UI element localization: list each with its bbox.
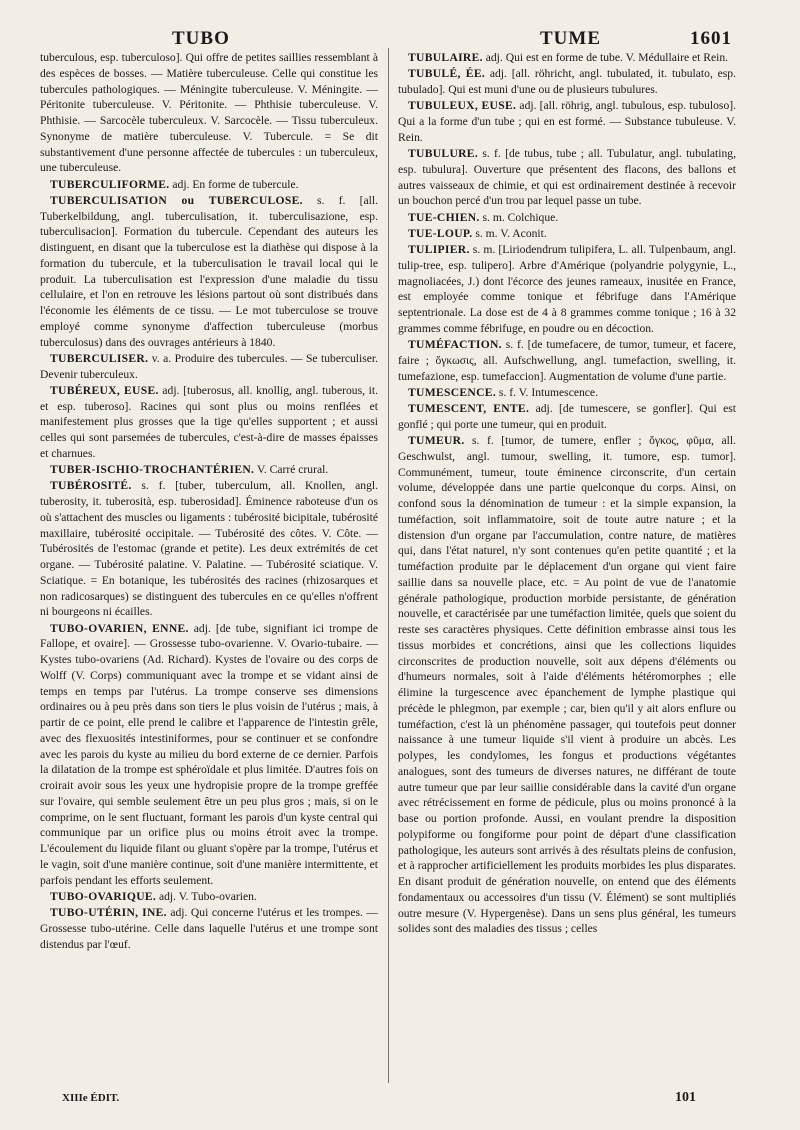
dictionary-entry (40, 351, 378, 383)
entry-headword: TUBO-UTÉRIN, INE. (50, 906, 167, 919)
dictionary-entry (40, 383, 378, 462)
dictionary-entry (40, 621, 378, 889)
running-head-left: TUBO (172, 28, 230, 49)
entry-headword: TULIPIER. (408, 243, 470, 256)
entry-headword: TUBERCULIFORME. (50, 177, 170, 191)
dictionary-entry (398, 242, 736, 337)
entry-headword: TUMÉFACTION. (408, 338, 502, 351)
dictionary-entry (398, 66, 736, 98)
dictionary-entry (398, 385, 736, 401)
dictionary-entry (40, 905, 378, 952)
entry-headword: TUMEUR. (408, 434, 465, 447)
entry-headword: TUBÉROSITÉ. (50, 479, 132, 493)
entry-definition: adj. [de tumescere, se gonfler]. Qui est gonflé ; qui porte une tumeur, qui en produit. (398, 402, 736, 431)
entry-headword: TUBÉREUX, EUSE. (50, 383, 159, 397)
entry-definition: s. m. Colchique. (479, 210, 559, 224)
running-head-right: TUME (540, 28, 601, 49)
entry-definition: adj. [de tube, signifiant ici trompe de Fallope, et ovaire]. — Grossesse tubo-ovarienne. V. Ovario-tubaire. — Kystes tubo-ovariens (Ad. Richard). Kystes de l'ovaire ou des corps de Wolff (V. Corps) communiquant avec la trompe et se vidant ainsi de temps en temps par l'utérus. La trompe conserve ses dimensions ordinaires ou à peu près dans son tiers le plus voisin de l'utérus ; mais, à partir de ce point, elle prend le calibre et l'apparence de l'intestin grêle, avec des flexuosités intestiniformes, pour se continuer et se confondre avec les parois du kyste au milieu du bord externe de ce dernier. Parfois la dilatation de la trompe est sphéroïdale et plus limitée. D'autres fois on croirait avoir sous les yeux une hydropisie propre de la trompe greffée sur l'ovaire, qui semble seulement être un peu plus gros ; mais, si on le comprime, on le sent fluctuant, formant les parois d'un kyste central qui communique par un orifice plus ou moins étroit avec la trompe. L'écoulement du liquide filant ou gluant s'opère par la trompe, l'utérus et le vagin, soit d'une manière continue, soit d'une manière intermittente, et parfois pendant les efforts seulement. (40, 621, 378, 887)
entry-definition: adj. [all. röhrig, angl. tubulous, esp. tubuloso]. Qui a la forme d'un tube ; qui en est formé. — Substance tubuleuse. V. Rein. (398, 99, 737, 144)
entry-headword: TUE-CHIEN. (408, 210, 480, 224)
entry-headword: TUBULÉ, ÉE. (408, 67, 486, 81)
dictionary-entry (398, 210, 736, 226)
entry-definition: s. f. [de tumefacere, de tumor, tumeur, et facere, faire ; ὄγκωσις, all. Aufschwellung, angl. tumefaction, swelling, it. tumefazione, esp. tumefaccion]. Augmentation de volume d'une partie. (398, 338, 736, 383)
dictionary-entry (398, 433, 736, 937)
dictionary-entry (398, 337, 736, 384)
page-number: 1601 (690, 28, 732, 49)
entry-definition: s. f. [de tubus, tube ; all. Tubulatur, angl. tubulating, esp. tubulura]. Ouverture que présentent des flacons, des ballons et autres vaisseaux de chimie, et qui est ordinairement destinée à recevoir un bouchon percé d'un trou par lequel passe un tube. (398, 147, 736, 208)
entry-headword: TUBO-OVARIEN, ENNE. (50, 621, 189, 635)
dictionary-entry (40, 50, 378, 176)
dictionary-entry (398, 98, 736, 145)
edition-note: XIIIe ÉDIT. (62, 1092, 120, 1104)
entry-headword: TUMESCENCE. (408, 385, 497, 399)
entry-definition: adj. En forme de tubercule. (169, 177, 299, 191)
entry-headword: TUBULAIRE. (408, 51, 483, 64)
entry-definition: s. f. [tuber, tuberculum, all. Knollen, angl. tuberosity, it. tuberosità, esp. tuberosidad]. Éminence raboteuse d'un os où s'attachent des muscles ou ligaments : tubérosité bicipitale, tubérosité maxillaire, tubérosité occipitale. — Tubérosité des côtes. V. Côte. — Tubérosités de l'estomac (grande et petite). Les deux extrémités de cet organe. — Tubérosité palatine. V. Palatine. — Tubérosité sciatique. V. Sciatique. = En botanique, les tubérosités des racines (rhizosarques et non radicosarques) se distinguent des tubercules en ce qu'elles n'offrent ni bourgeons ni écailles. (40, 479, 378, 619)
entry-definition: s. m. [Liriodendrum tulipifera, L. all. Tulpenbaum, angl. tulip-tree, esp. tulipero]. Arbre d'Amérique (polyandrie polygynie, L., magnoliacées, J.) dont l'écorce des jeunes rameaux, inusitée en France, est employée comme tonique et fébrifuge dans l'Amérique septentrionale. La dose est de 4 à 8 grammes comme tonique ; 16 à 32 grammes comme fébrifuge, en poudre ou en décoction. (398, 243, 736, 335)
entry-definition: adj. Qui concerne l'utérus et les trompes. — Grossesse tubo-utérine. Celle dans laquelle l'utérus et une trompe sont distendus par l'œuf. (40, 906, 378, 951)
entry-definition: adj. [all. röhricht, angl. tubulated, it. tubulato, esp. tubulado]. Qui est muni d'une ou de plusieurs tubulures. (398, 67, 736, 96)
entry-headword: TUMESCENT, ENTE. (408, 402, 530, 415)
right-column (398, 50, 736, 938)
entry-headword: TUBO-OVARIQUE. (50, 889, 157, 903)
entry-definition: v. a. Produire des tubercules. — Se tuberculiser. Devenir tuberculeux. (40, 351, 378, 381)
entry-definition: adj. [tuberosus, all. knollig, angl. tuberous, it. et esp. tuberoso]. Racines qui sont plus ou moins renflées et manifestement plus grosses que la tige qu'elles supportent ; et aussi celles qui sont parsemées de tubercules, c'est-à-dire de masses épaisses et charnues. (40, 383, 379, 460)
left-column (40, 50, 378, 953)
dictionary-entry (40, 462, 378, 478)
entry-headword: TUBULEUX, EUSE. (408, 99, 517, 113)
dictionary-entry (40, 889, 378, 905)
entry-headword: TUBULURE. (408, 147, 479, 160)
column-divider (388, 48, 389, 1083)
entry-headword: TUBERCULISATION ou TUBERCULOSE. (50, 193, 303, 207)
entry-definition: s. m. V. Aconit. (472, 226, 547, 240)
signature-number: 101 (675, 1090, 696, 1105)
entry-definition: adj. V. Tubo-ovarien. (156, 889, 257, 903)
entry-definition: tuberculous, esp. tuberculoso]. Qui offre de petites saillies ressemblant à des espèces de bosses. — Matière tuberculeuse. Celle qui constitue les tubercules pathologiques. — Méningite tuberculeuse. V. Méningite. — Péritonite tuberculeuse. V. Péritonite. — Phthisie tuberculeuse. V. Phthisie. — Sarcocèle tuberculeux. V. Sarcocèle. — Tissu tuberculeux. Synonyme de matière tuberculeuse. V. Tubercule. = Se dit substantivement d'une personne affectée de tubercules : un tuberculeux, une tuberculeuse. (40, 51, 378, 175)
entry-definition: s. f. [tumor, de tumere, enfler ; ὄγκος, φῦμα, all. Geschwulst, angl. tumour, swelling, it. tumore, esp. tumor]. Communément, tumeur, toute éminence circonscrite, d'un certain volume, développée dans une partie quelconque du corps. Ainsi, on confond sous la dénomination de tumeur : et la simple expansion, la tuméfaction, soit inflammatoire, soit de toute autre nature ; et la distension d'un organe par l'accumulation, contre nature, de matières qui, dans l'état naturel, n'y sont contenues qu'en petite quantité ; et la tuméfaction produite par le déplacement d'un organe qui vient faire saillie dans sa nouvelle place, etc. = Au point de vue de l'anatomie générale pathologique, production morbide persistante, de génération nouvelle, et caractérisée par une tuméfaction limitée, quels que soient du reste ses caractères physiques. Cette définition embrasse ainsi tous les tissus morbides et concrétions, ainsi que les collections liquides circonscrites de production nouvelle, soit aux dépens d'éléments ou d'humeurs normales, soit à l'aide d'éléments hétéromorphes ; elle élimine la turgescence avec épanchement de lymphe plastique qui précède le phlegmon, par exemple ; car, bien qu'il y ait alors enflure ou tuméfaction, c'est là un phénomène passager, qui toutefois peut donner naissance à une tumeur liquide s'il vient à produire un abcès. Les polypes, les condylomes, les fongus et productions végétantes analogues, sont des tumeurs de diverses natures, ne différant de toute autre tumeur que par leur saillie considérable dans la cavité d'un organe avec rétrécissement en forme de pédicule, plus ou moins prononcé à la base ou portion profonde. Aussi, en voulant prendre la disposition polypiforme ou fongiforme pour point de départ d'une classification pathologique, les auteurs sont arrivés à des résultats pleins de confusion, et à rapprocher artificiellement les produits morbides les plus disparates. En disant produit de génération nouvelle, on entend que des éléments fondamentaux ou accessoires d'un tissu (V. Élément) se sont multipliés outre mesure (V. Hypergenèse). Dans un sens plus général, les tumeurs solides sont des maladies des tissus ; celles (398, 434, 736, 936)
entry-headword: TUE-LOUP. (408, 226, 473, 240)
dictionary-entry (40, 193, 378, 351)
entry-definition: s. f. V. Intumescence. (496, 385, 598, 399)
dictionary-entry (40, 478, 378, 620)
entry-definition: adj. Qui est en forme de tube. V. Médullaire et Rein. (482, 51, 729, 64)
entry-definition: s. f. [all. Tuberkelbildung, angl. tuberculisation, it. tuberculisazione, esp. tuberculisacion]. Formation du tubercule. Cependant des auteurs les distinguent, en disant que la tuberculose est la diathèse qui dispose à la formation du tubercule, et la tuberculisation le travail local qui le produit. La tuberculisation est l'expression d'une maladie du tissu cellulaire, et l'on en retrouve les lésions partout où sont distribués dans l'économie les éléments de ce tissu. — Le mot tuberculose se trouve employé comme synonyme d'affection tuberculeuse (morbus tuberculosus) dans des ouvrages antérieurs à 1840. (40, 193, 378, 349)
dictionary-entry (398, 50, 736, 66)
dictionary-entry (398, 146, 736, 209)
entry-definition: V. Carré crural. (254, 463, 329, 476)
entry-headword: TUBER-ISCHIO-TROCHANTÉRIEN. (50, 463, 255, 476)
dictionary-entry (40, 177, 378, 193)
entry-headword: TUBERCULISER. (50, 351, 149, 365)
dictionary-entry (398, 226, 736, 242)
dictionary-entry (398, 401, 736, 433)
